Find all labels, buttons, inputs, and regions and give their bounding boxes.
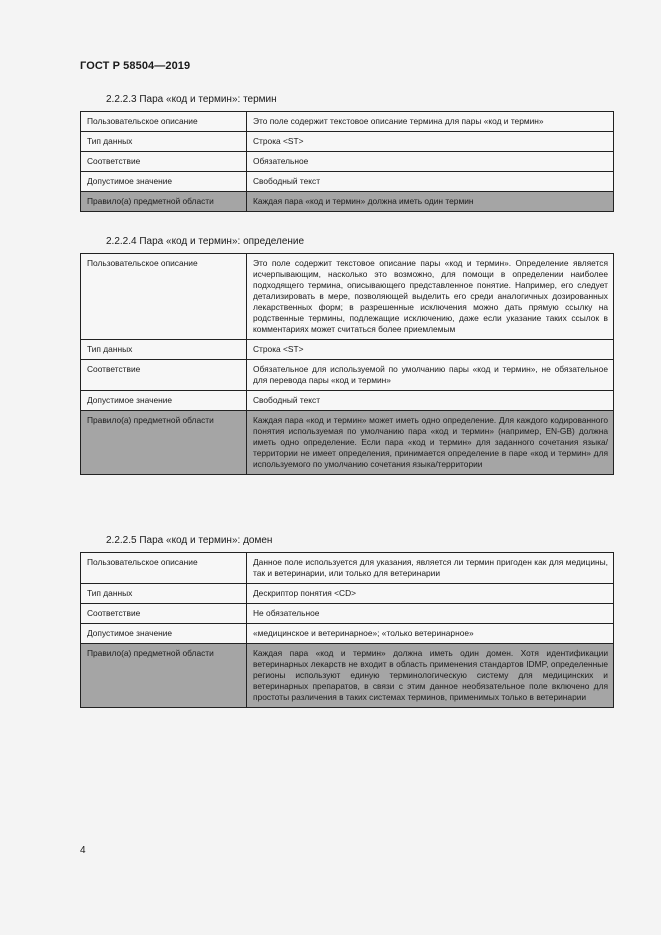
row-label: Допустимое значение [81,624,247,644]
row-label: Правило(а) предметной области [81,411,247,475]
table-row [81,172,614,192]
row-value: Строка <ST> [247,340,614,360]
section-title-definition: 2.2.2.4 Пара «код и термин»: определение [106,236,305,247]
table-row [81,152,614,172]
row-value: Каждая пара «код и термин» должна иметь один термин [247,192,614,212]
row-label: Пользовательское описание [81,112,247,132]
row-value: Дескриптор понятия <CD> [247,584,614,604]
row-label: Правило(а) предметной области [81,192,247,212]
row-value: Строка <ST> [247,132,614,152]
row-value: Это поле содержит текстовое описание пары «код и термин». Определение является исчерпывающим, насколько это возможно, для помощи в определении наиболее подходящего термина, описывающего представленное понятие. Например, его следует детализировать в мере, позволяющей выделить его среди аналогичных дозированных лекарственных форм; в разрешенные исключения можно дать прямую ссылку на родственные термины, подлежащие исключению, даже если указание таких ссылок в комментариях может считаться более приемлемым [247,254,614,340]
section-title-term: 2.2.2.3 Пара «код и термин»: термин [106,94,277,105]
row-value: Данное поле используется для указания, является ли термин пригоден как для медицины, так и ветеринарии, или только для ветеринарии [247,553,614,584]
table-row [81,360,614,391]
table-domain [80,552,614,708]
table-row [81,340,614,360]
table-row [81,624,614,644]
row-value: «медицинское и ветеринарное»; «только ветеринарное» [247,624,614,644]
table-row [81,254,614,340]
row-value: Свободный текст [247,172,614,192]
row-value: Каждая пара «код и термин» может иметь одно определение. Для каждого кодированного понятия используемая по умолчанию пара «код и термин» (например, EN-GB) должна иметь одно определение. Если пара «код и термин» для заданного сочетания языка/территории не имеет определения, принимается определение в паре «код и термин» для используемого по умолчанию сочетания языка/территории [247,411,614,475]
table-row [81,604,614,624]
row-label: Тип данных [81,132,247,152]
row-label: Правило(а) предметной области [81,644,247,708]
table-row-domain-rule [81,411,614,475]
document-header: ГОСТ Р 58504—2019 [80,60,191,72]
table-row [81,553,614,584]
table-definition [80,253,614,475]
table-term [80,111,614,212]
row-label: Соответствие [81,360,247,391]
row-label: Соответствие [81,152,247,172]
table-row [81,391,614,411]
row-value: Это поле содержит текстовое описание термина для пары «код и термин» [247,112,614,132]
row-label: Допустимое значение [81,391,247,411]
row-value: Обязательное [247,152,614,172]
table-row [81,112,614,132]
row-value: Обязательное для используемой по умолчанию пары «код и термин», не обязательное для перевода пары «код и термин» [247,360,614,391]
table-row-domain-rule [81,192,614,212]
row-value: Каждая пара «код и термин» должна иметь один домен. Хотя идентификации ветеринарных лекарств не входит в область применения стандартов IDMP, определенные регионы используют единую терминологическую систему для медицинских и ветеринарных препаратов, в связи с этим данное необязательное поле включено для простоты различения в таких системах терминов, применимых только в ветеринарии [247,644,614,708]
row-value: Свободный текст [247,391,614,411]
page-number: 4 [80,845,86,856]
row-value: Не обязательное [247,604,614,624]
table-row [81,132,614,152]
table-row [81,584,614,604]
row-label: Допустимое значение [81,172,247,192]
row-label: Пользовательское описание [81,254,247,340]
table-row-domain-rule [81,644,614,708]
row-label: Пользовательское описание [81,553,247,584]
row-label: Тип данных [81,340,247,360]
row-label: Соответствие [81,604,247,624]
section-title-domain: 2.2.2.5 Пара «код и термин»: домен [106,535,273,546]
row-label: Тип данных [81,584,247,604]
